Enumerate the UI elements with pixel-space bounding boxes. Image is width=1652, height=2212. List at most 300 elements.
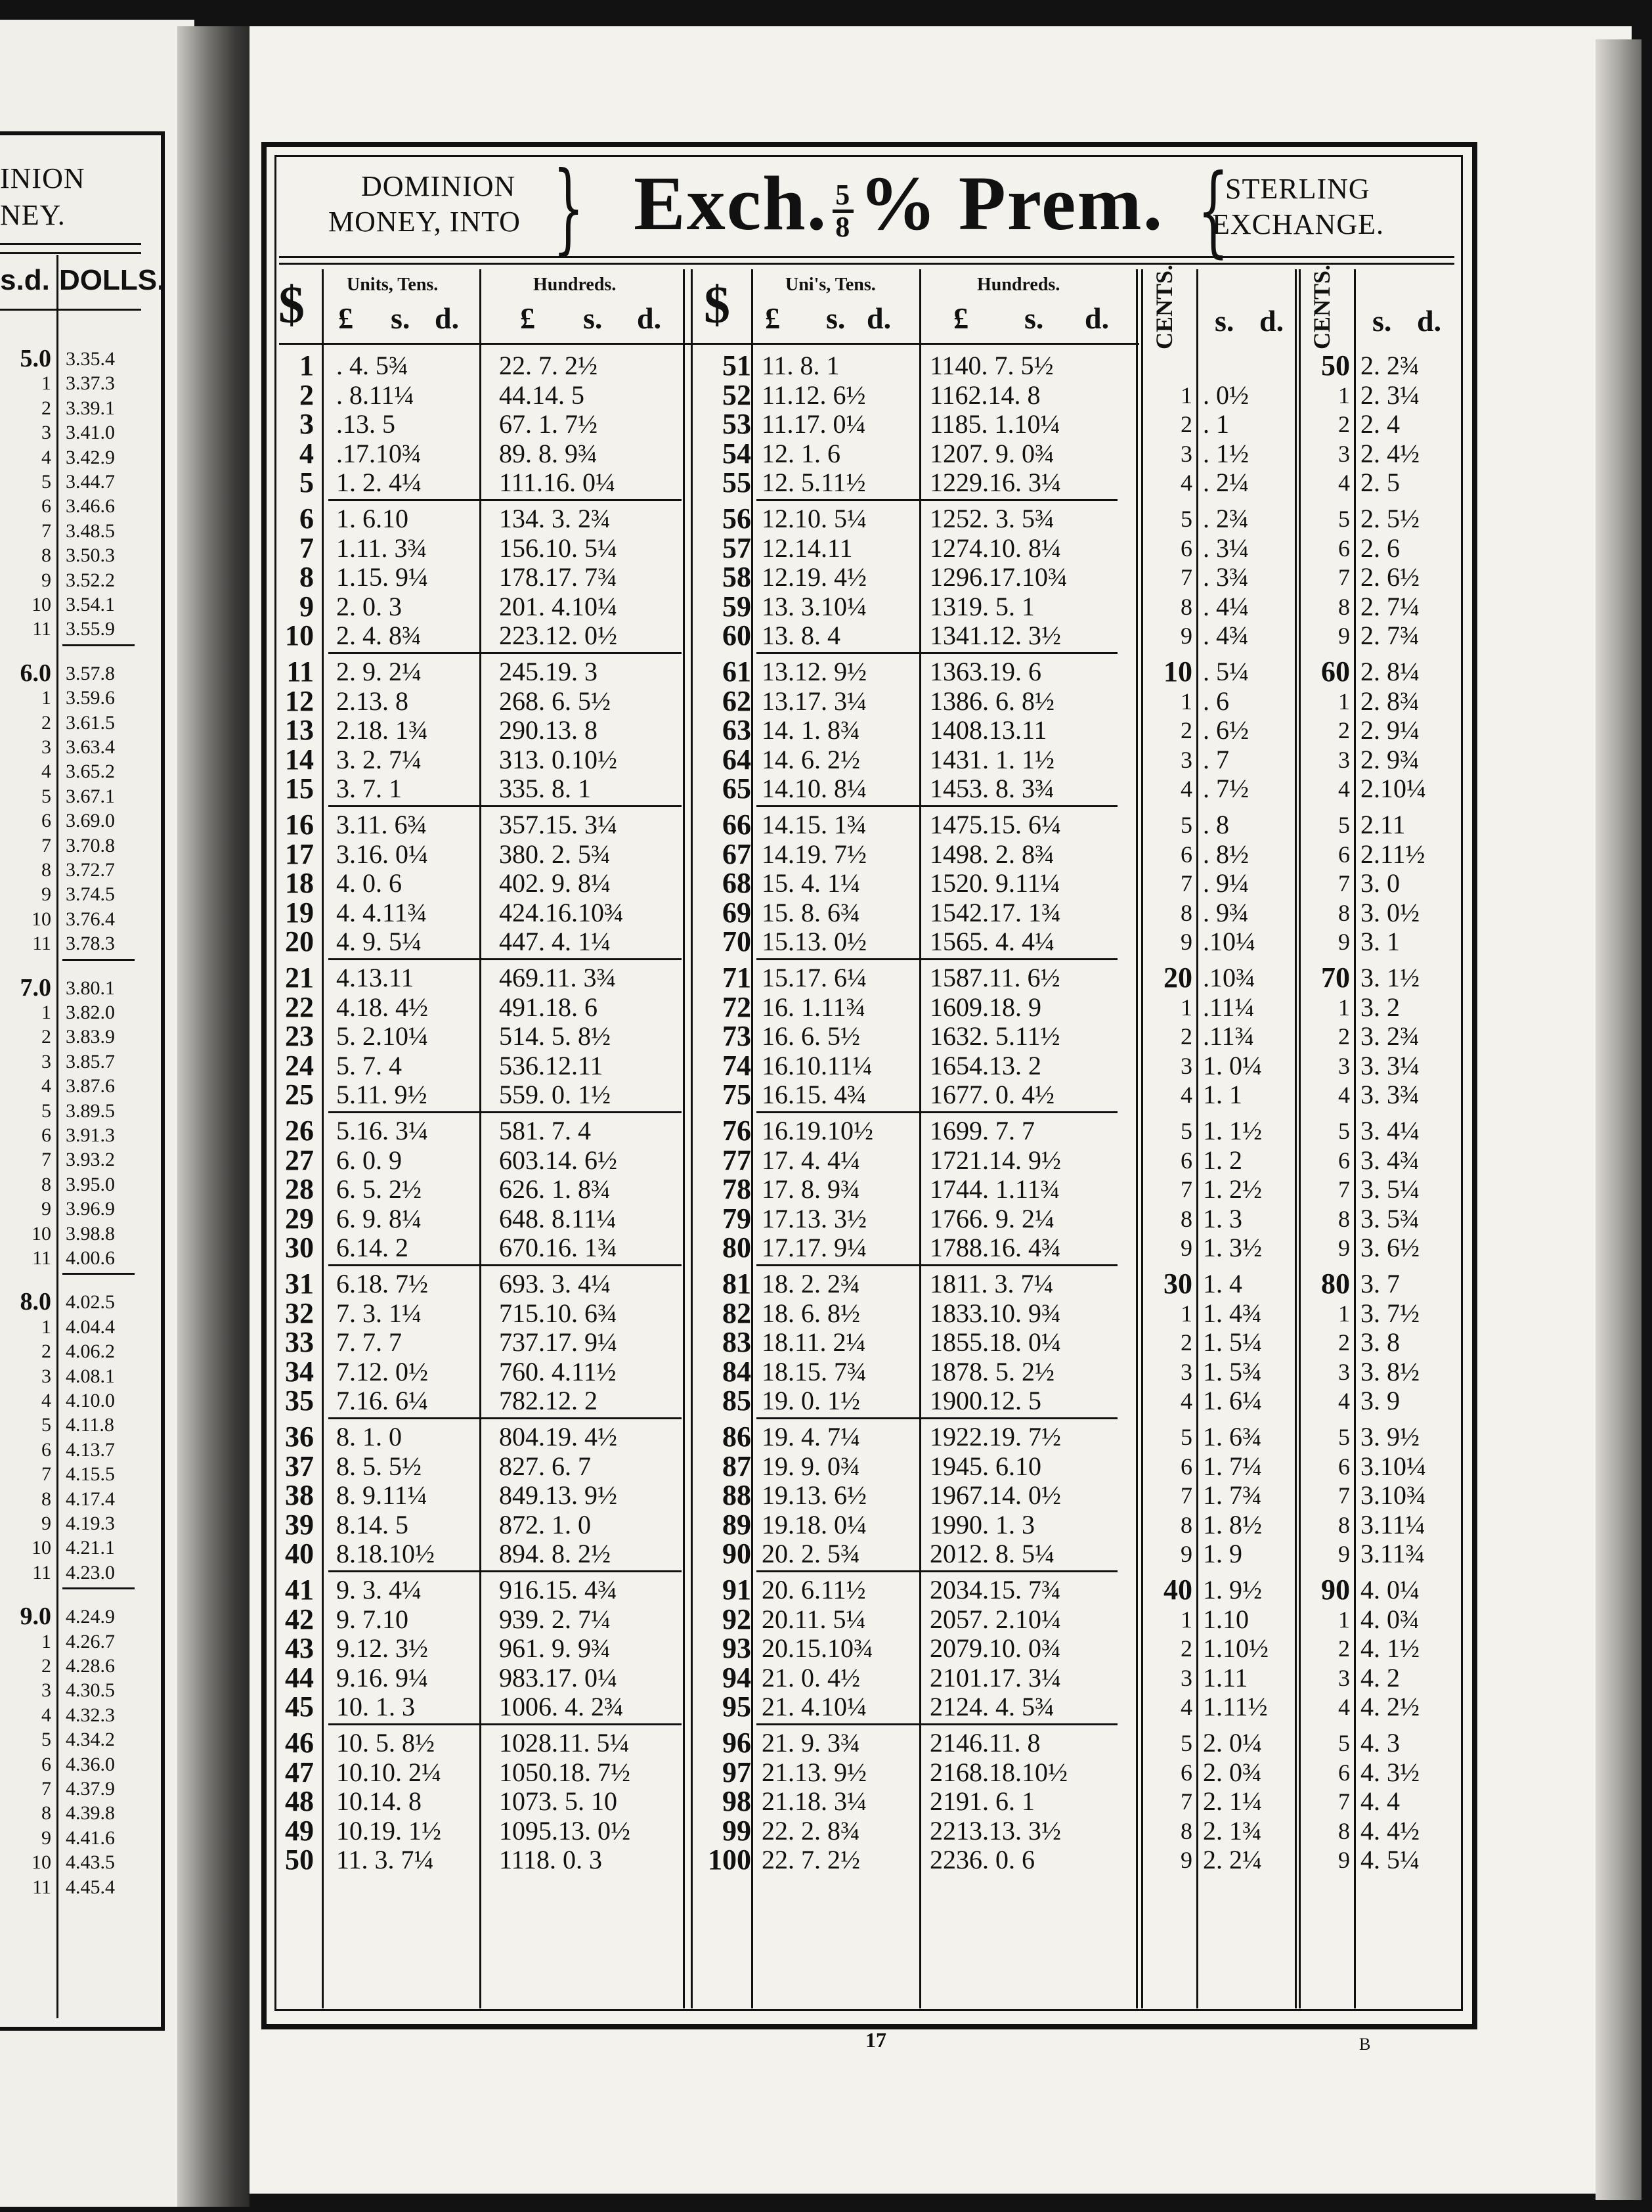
pound-header: £ [953, 301, 968, 335]
cents-sterling-value: 4. 4½ [1360, 1815, 1420, 1846]
table-column-rule [1141, 269, 1143, 2008]
dollar-number: 88 [722, 1479, 751, 1512]
units-tens-value: 14.10. 8¼ [762, 774, 867, 804]
hundreds-value: 491.18. 6 [499, 992, 598, 1022]
hundreds-value: 693. 3. 4¼ [499, 1269, 611, 1298]
dollar-number: 16 [285, 808, 314, 841]
dollar-number: 97 [722, 1756, 751, 1788]
dollar-number: 71 [722, 962, 751, 994]
header-rule [279, 256, 1454, 258]
cents-number: 8 [1181, 593, 1192, 620]
left-page-row-key: 7 [41, 1778, 51, 1800]
page-title [634, 159, 1163, 248]
cents-sterling-value: 1. 9½ [1203, 1575, 1262, 1604]
hundreds-value: 1229.16. 3¼ [930, 468, 1061, 498]
hundreds-value: 939. 2. 7¼ [499, 1604, 611, 1634]
hundreds-value: 2146.11. 8 [930, 1728, 1041, 1758]
units-tens-value: 7. 3. 1¼ [336, 1298, 422, 1328]
dollar-number: 63 [722, 714, 751, 747]
left-page-row-value: 3.54.1 [66, 594, 115, 615]
dollar-number: 21 [285, 962, 314, 994]
cents-sterling-value: . 4¾ [1203, 621, 1249, 651]
table-frame-inner [274, 151, 1463, 2011]
units-tens-value: 21.13. 9½ [762, 1757, 867, 1787]
left-page-row-value: 4.24.9 [66, 1606, 115, 1628]
cents-number: 1 [1181, 1606, 1192, 1633]
dollar-number: 72 [722, 990, 751, 1023]
cents-number: 1 [1338, 382, 1350, 409]
units-tens-value: 8.18.10½ [336, 1539, 435, 1569]
left-page-row-value: 3.37.3 [66, 372, 115, 395]
cents-sterling-value: 2. 1¼ [1203, 1786, 1262, 1817]
left-page-row-value: 4.28.6 [66, 1655, 115, 1677]
cents-number: 9 [1181, 1235, 1192, 1262]
hundreds-value: 447. 4. 1¼ [499, 927, 611, 957]
cents-number: 3 [1338, 440, 1350, 467]
dollar-number: 93 [722, 1632, 751, 1665]
left-page-row-value: 3.87.6 [66, 1075, 115, 1097]
units-tens-value: 6. 5. 2½ [336, 1174, 422, 1205]
signature-mark: B [1359, 2035, 1371, 2054]
left-page-row-key: 3 [41, 422, 51, 444]
hundreds-value: 111.16. 0¼ [499, 468, 616, 498]
header-bottom-rule [279, 343, 1139, 345]
hundreds-value: 1140. 7. 5½ [930, 351, 1054, 380]
hundreds-value: 1945. 6.10 [930, 1451, 1041, 1481]
cents-sterling-value: 3. 5¼ [1360, 1174, 1420, 1205]
units-tens-value: 8. 1. 0 [336, 1422, 402, 1451]
hundreds-value: 1453. 8. 3¾ [930, 774, 1054, 804]
fraction-denominator: 8 [835, 211, 852, 244]
cents-number: 2 [1181, 717, 1192, 744]
units-tens-value: 14.19. 7½ [762, 839, 867, 869]
dollar-number: 14 [285, 743, 314, 776]
units-tens-value: 2.18. 1¾ [336, 715, 428, 745]
units-tens-value: 10. 5. 8½ [336, 1728, 435, 1758]
shilling-header: s. [583, 301, 603, 335]
hundreds-header-right: Hundreds. [977, 275, 1060, 295]
cents-sterling-value: 2. 2¾ [1360, 351, 1420, 380]
dollar-number: 31 [285, 1268, 314, 1300]
table-column-rule [322, 269, 324, 2008]
dollar-number: 5 [299, 466, 314, 499]
cents-number: 9 [1181, 929, 1192, 956]
left-page-header-dolls: DOLLS. [59, 264, 165, 296]
table-column-rule [919, 269, 921, 2008]
left-page-row-key: 1 [41, 372, 51, 395]
left-page-row-key: 8 [41, 859, 51, 881]
left-page-row-key: 2 [41, 397, 51, 419]
cents-sterling-value: 4. 2½ [1360, 1692, 1420, 1722]
left-page-row-value: 4.34.2 [66, 1729, 115, 1751]
cents-number: 5 [1181, 1118, 1192, 1144]
left-page-row-value: 3.39.1 [66, 397, 115, 419]
cents-sterling-value: 2. 4 [1360, 409, 1400, 439]
units-tens-value: 4. 4.11¾ [336, 897, 427, 927]
cents-number: 9 [1338, 1847, 1350, 1874]
hundreds-value: 1341.12. 3½ [930, 621, 1061, 651]
left-page-row-key: 10 [32, 908, 51, 930]
cents-sterling-value: 2.11 [1360, 810, 1406, 839]
table-column-rule [1299, 269, 1301, 2008]
left-page-row-value: 4.23.0 [66, 1561, 115, 1583]
dollar-number: 91 [722, 1574, 751, 1606]
units-tens-value: 16.10.11¼ [762, 1050, 873, 1080]
cents-number: 7 [1181, 1482, 1192, 1509]
cents-number: 3 [1181, 1052, 1192, 1079]
cents-sterling-value: 2. 1¾ [1203, 1815, 1262, 1846]
units-tens-value: 13. 3.10¼ [762, 591, 867, 621]
cents-number: 6 [1338, 535, 1350, 562]
group-rule [756, 958, 1118, 960]
cents-number: 5 [1181, 812, 1192, 838]
dollar-number: 12 [285, 684, 314, 717]
left-page-row-value: 3.46.6 [66, 495, 115, 518]
cents-number: 4 [1338, 776, 1350, 803]
dollar-number: 46 [285, 1727, 314, 1759]
cents-sterling-value: 2. 8¾ [1360, 686, 1420, 716]
units-tens-value: 6.18. 7½ [336, 1269, 428, 1298]
left-page-row-key: 2 [41, 711, 51, 734]
hundreds-header-left: Hundreds. [533, 275, 617, 295]
units-tens-value: 4.13.11 [336, 963, 414, 992]
group-rule [756, 1264, 1118, 1266]
left-page-row-value: 3.35.4 [66, 348, 115, 370]
group-rule [328, 499, 682, 501]
hundreds-value: 1073. 5. 10 [499, 1786, 617, 1817]
cents-number: 6 [1338, 1147, 1350, 1174]
cents-sterling-value: 1. 1 [1203, 1080, 1242, 1110]
units-tens-value: 18. 2. 2¾ [762, 1269, 860, 1298]
units-tens-value: 4. 0. 6 [336, 868, 402, 898]
dollar-number: 69 [722, 896, 751, 929]
units-tens-value: 3. 7. 1 [336, 774, 402, 804]
left-page-row-key: 4 [41, 761, 51, 783]
hundreds-value: 1833.10. 9¾ [930, 1298, 1061, 1328]
cents-sterling-value: 3. 7½ [1360, 1298, 1420, 1328]
title-prem: % Prem. [859, 160, 1164, 246]
cents-number: 7 [1181, 1788, 1192, 1815]
left-page-row-key: 5 [41, 1099, 51, 1122]
dollar-number: 54 [722, 437, 751, 470]
dollar-number: 47 [285, 1756, 314, 1788]
dollar-number: 98 [722, 1785, 751, 1818]
hundreds-value: 2191. 6. 1 [930, 1786, 1035, 1817]
dollar-number: 80 [722, 1231, 751, 1264]
units-tens-value: .17.10¾ [336, 438, 422, 468]
dollar-number: 39 [285, 1508, 314, 1541]
shilling-header: s. [1215, 304, 1234, 338]
hundreds-value: 715.10. 6¾ [499, 1298, 617, 1328]
units-tens-value: 9. 7.10 [336, 1604, 408, 1634]
units-tens-value: 6. 0. 9 [336, 1145, 402, 1175]
left-page-row-value: 4.37.9 [66, 1778, 115, 1800]
cents-number: 4 [1338, 1082, 1350, 1109]
left-page-row-key: 3 [41, 736, 51, 758]
dollar-number: 82 [722, 1296, 751, 1329]
cents-number: 7 [1338, 1788, 1350, 1815]
cents-number: 5 [1181, 506, 1192, 532]
cents-sterling-value: 1. 6¼ [1203, 1386, 1262, 1416]
dollar-number: 24 [285, 1049, 314, 1082]
cents-number: 8 [1338, 1205, 1350, 1232]
units-tens-value: 1.11. 3¾ [336, 533, 427, 563]
units-tens-value: 2.13. 8 [336, 686, 408, 716]
cents-number: 60 [1321, 655, 1350, 688]
left-page-row-value: 4.36.0 [66, 1753, 115, 1775]
cents-sterling-value: 1. 5¾ [1203, 1356, 1262, 1386]
hundreds-value: 983.17. 0¼ [499, 1662, 617, 1692]
hundreds-value: 1609.18. 9 [930, 992, 1041, 1022]
left-page-row-value: 4.21.1 [66, 1537, 115, 1559]
cents-header-right: CENTS. [1309, 264, 1335, 349]
left-page-row-key: 6 [41, 1753, 51, 1775]
left-page-row-value: 3.44.7 [66, 471, 115, 493]
cents-number: 6 [1338, 841, 1350, 868]
dollar-header-left: $ [278, 276, 305, 334]
units-tens-value: 7.16. 6¼ [336, 1386, 428, 1416]
cents-number: 1 [1338, 1606, 1350, 1633]
left-page-row-key: 9 [41, 1826, 51, 1849]
units-tens-value: 5.11. 9½ [336, 1080, 427, 1110]
units-tens-value: 12. 1. 6 [762, 438, 840, 468]
cents-sterling-value: . 5¼ [1203, 657, 1249, 686]
cents-sterling-value: 4. 1½ [1360, 1633, 1420, 1664]
hundreds-value: 1699. 7. 7 [930, 1116, 1035, 1145]
left-page-title-line1: INION [0, 162, 85, 194]
hundreds-value: 1587.11. 6½ [930, 963, 1060, 992]
pound-header: £ [338, 301, 353, 335]
dollar-number: 9 [299, 590, 314, 623]
fraction-numerator: 5 [833, 181, 854, 213]
dollar-number: 20 [285, 925, 314, 958]
cents-number: 6 [1181, 841, 1192, 868]
units-tens-value: 7. 7. 7 [336, 1327, 402, 1358]
cents-sterling-value: 4. 2 [1360, 1662, 1400, 1692]
left-page-row-key: 7.0 [20, 973, 51, 1002]
hundreds-value: 1900.12. 5 [930, 1386, 1041, 1416]
cents-sterling-value: .11¼ [1203, 992, 1255, 1022]
left-page-row-value: 3.63.4 [66, 736, 115, 758]
cents-sterling-value: 2. 9¾ [1360, 744, 1420, 774]
cents-sterling-value: 3.11¾ [1360, 1539, 1425, 1569]
cents-number: 1 [1181, 688, 1192, 715]
units-tens-value: 12.10. 5¼ [762, 504, 867, 533]
dollar-number: 52 [722, 378, 751, 411]
hundreds-value: 1766. 9. 2¼ [930, 1203, 1054, 1233]
units-tens-value: 22. 7. 2½ [762, 1845, 860, 1875]
title-exch: Exch. [634, 160, 828, 246]
cents-sterling-value: 2. 7¾ [1360, 621, 1420, 651]
units-tens-value: 2. 0. 3 [336, 591, 402, 621]
left-page-row-value: 4.39.8 [66, 1802, 115, 1825]
cents-sterling-value: . 9¼ [1203, 868, 1249, 898]
cents-sterling-value: 4. 5¼ [1360, 1845, 1420, 1875]
dollar-number: 37 [285, 1449, 314, 1482]
units-tens-value: 8. 9.11¼ [336, 1480, 427, 1511]
dollar-number: 22 [285, 990, 314, 1023]
hundreds-value: 1498. 2. 8¾ [930, 839, 1054, 869]
hundreds-value: 737.17. 9¼ [499, 1327, 617, 1358]
units-tens-value: 10. 1. 3 [336, 1692, 415, 1722]
cents-number: 9 [1338, 929, 1350, 956]
group-rule [756, 1417, 1118, 1419]
cents-sterling-value: 1.11 [1203, 1662, 1248, 1692]
hundreds-value: 2057. 2.10¼ [930, 1604, 1061, 1634]
cents-number: 1 [1181, 994, 1192, 1021]
cents-sterling-value: . 2¼ [1203, 468, 1249, 498]
cents-sterling-value: . 0½ [1203, 380, 1249, 410]
units-tens-value: 9.12. 3½ [336, 1633, 428, 1664]
header-left-line2: MONEY, INTO [328, 206, 521, 238]
cents-sterling-value: 1. 7¾ [1203, 1480, 1262, 1511]
group-rule [328, 1723, 682, 1725]
cents-number: 4 [1338, 470, 1350, 497]
cents-sterling-value: 1. 4 [1203, 1269, 1242, 1298]
table-column-rule [1136, 269, 1138, 2008]
units-tens-value: 1. 6.10 [336, 504, 408, 533]
hundreds-value: 1878. 5. 2½ [930, 1356, 1054, 1386]
left-page-row-key: 7 [41, 520, 51, 542]
left-page-row-key: 6 [41, 1438, 51, 1461]
left-page-row-key: 4 [41, 1704, 51, 1726]
hundreds-value: 1319. 5. 1 [930, 591, 1035, 621]
units-tens-value: 17. 4. 4¼ [762, 1145, 860, 1175]
units-tens-value: 13.12. 9½ [762, 657, 867, 686]
group-rule [328, 652, 682, 654]
pence-header: d. [1085, 301, 1110, 335]
left-page-rule [0, 243, 141, 245]
left-page-row-key: 2 [41, 1340, 51, 1363]
units-tens-value: 10.10. 2¼ [336, 1757, 441, 1787]
left-page-row-value: 4.41.6 [66, 1826, 115, 1849]
dollar-number: 29 [285, 1202, 314, 1235]
left-page-row-key: 5 [41, 1414, 51, 1436]
cents-sterling-value: 1. 6¾ [1203, 1422, 1262, 1451]
left-page-row-value: 3.69.0 [66, 810, 115, 832]
cents-sterling-value: 2.10¼ [1360, 774, 1426, 804]
cents-number: 2 [1181, 1023, 1192, 1050]
cents-number: 8 [1338, 593, 1350, 620]
dollar-number: 11 [286, 655, 314, 688]
units-tens-value: 8. 5. 5½ [336, 1451, 422, 1481]
cents-number: 4 [1338, 1694, 1350, 1721]
cents-sterling-value: 3. 6½ [1360, 1233, 1420, 1263]
cents-sterling-value: .10¾ [1203, 963, 1255, 992]
hundreds-value: 2124. 4. 5¾ [930, 1692, 1054, 1722]
left-page-row-value: 3.50.3 [66, 544, 115, 567]
units-tens-value: 11. 8. 1 [762, 351, 840, 380]
left-page-row-value: 4.43.5 [66, 1851, 115, 1874]
left-page-row-value: 3.98.8 [66, 1222, 115, 1245]
units-tens-value: 1. 2. 4¼ [336, 468, 422, 498]
left-page-column-separator [56, 255, 58, 2018]
cents-sterling-value: .10¼ [1203, 927, 1255, 957]
left-page-row-key: 6 [41, 1124, 51, 1146]
hundreds-value: 1721.14. 9½ [930, 1145, 1061, 1175]
dollar-number: 49 [285, 1814, 314, 1847]
cents-sterling-value: 2. 0¾ [1203, 1757, 1262, 1787]
hundreds-value: 1475.15. 6¼ [930, 810, 1061, 839]
dollar-number: 95 [722, 1691, 751, 1723]
left-page-row-value: 4.11.8 [66, 1414, 114, 1436]
hundreds-value: 223.12. 0½ [499, 621, 617, 651]
dollar-number: 64 [722, 743, 751, 776]
left-page-row-key: 11 [32, 933, 51, 955]
hundreds-value: 67. 1. 7½ [499, 409, 598, 439]
hundreds-value: 2236. 0. 6 [930, 1845, 1035, 1875]
units-tens-value: 8.14. 5 [336, 1509, 408, 1539]
cents-number: 2 [1338, 717, 1350, 744]
group-rule [328, 1417, 682, 1419]
left-page-row-key: 5.0 [20, 345, 51, 372]
cents-number: 7 [1181, 564, 1192, 591]
dollar-number: 10 [285, 619, 314, 652]
units-tens-value: 4. 9. 5¼ [336, 927, 422, 957]
cents-sterling-value: 4. 3½ [1360, 1757, 1420, 1787]
left-page-row-key: 11 [32, 1876, 51, 1898]
left-page-row-key: 5 [41, 471, 51, 493]
cents-sterling-value: 1. 7¼ [1203, 1451, 1262, 1481]
units-tens-value: 20. 6.11½ [762, 1575, 866, 1604]
cents-number: 6 [1338, 1453, 1350, 1480]
units-tens-value: .13. 5 [336, 409, 395, 439]
cents-sterling-value: 1. 4¾ [1203, 1298, 1262, 1328]
cents-number: 9 [1181, 1847, 1192, 1874]
group-rule [756, 652, 1118, 654]
cents-number: 4 [1181, 1388, 1192, 1415]
hundreds-value: 670.16. 1¾ [499, 1233, 617, 1263]
cents-number: 3 [1181, 746, 1192, 773]
hundreds-value: 1252. 3. 5¾ [930, 504, 1054, 533]
dollar-number: 59 [722, 590, 751, 623]
cents-number: 2 [1338, 1635, 1350, 1662]
hundreds-value: 648. 8.11¼ [499, 1203, 617, 1233]
left-page-row-key: 5 [41, 1729, 51, 1751]
units-tens-value: 15. 4. 1¼ [762, 868, 860, 898]
cents-number: 3 [1338, 746, 1350, 773]
hundreds-value: 2168.18.10½ [930, 1757, 1068, 1787]
hundreds-value: 268. 6. 5½ [499, 686, 611, 716]
units-tens-value: 2. 4. 8¾ [336, 621, 422, 651]
hundreds-value: 782.12. 2 [499, 1386, 598, 1416]
group-rule [328, 1264, 682, 1266]
cents-number: 6 [1338, 1759, 1350, 1786]
shilling-header: s. [826, 301, 846, 335]
cents-number: 6 [1181, 1453, 1192, 1480]
left-page-row-value: 4.08.1 [66, 1365, 115, 1387]
left-page-row-key: 3 [41, 1365, 51, 1387]
units-tens-value: 19. 0. 1½ [762, 1386, 860, 1416]
left-page-row-value: 3.72.7 [66, 859, 115, 881]
dollar-number: 57 [722, 531, 751, 564]
left-page-row-key: 1 [41, 1002, 51, 1023]
left-page-row-key: 8 [41, 1173, 51, 1195]
left-page-row-value: 3.42.9 [66, 446, 115, 468]
left-page-row-key: 5 [41, 785, 51, 807]
dollar-number: 42 [285, 1603, 314, 1635]
dollar-number: 68 [722, 867, 751, 900]
cents-sterling-value: . 3¾ [1203, 562, 1249, 592]
cents-sterling-value: 2. 7¼ [1360, 591, 1420, 621]
dollar-number: 4 [299, 437, 314, 470]
units-tens-value: 16. 1.11¾ [762, 992, 866, 1022]
units-tens-value: 18.11. 2¼ [762, 1327, 866, 1358]
left-page-row-value: 4.13.7 [66, 1438, 115, 1461]
units-tens-value: 17.17. 9¼ [762, 1233, 867, 1263]
units-tens-value: 9.16. 9¼ [336, 1662, 428, 1692]
hundreds-value: 760. 4.11½ [499, 1356, 617, 1386]
